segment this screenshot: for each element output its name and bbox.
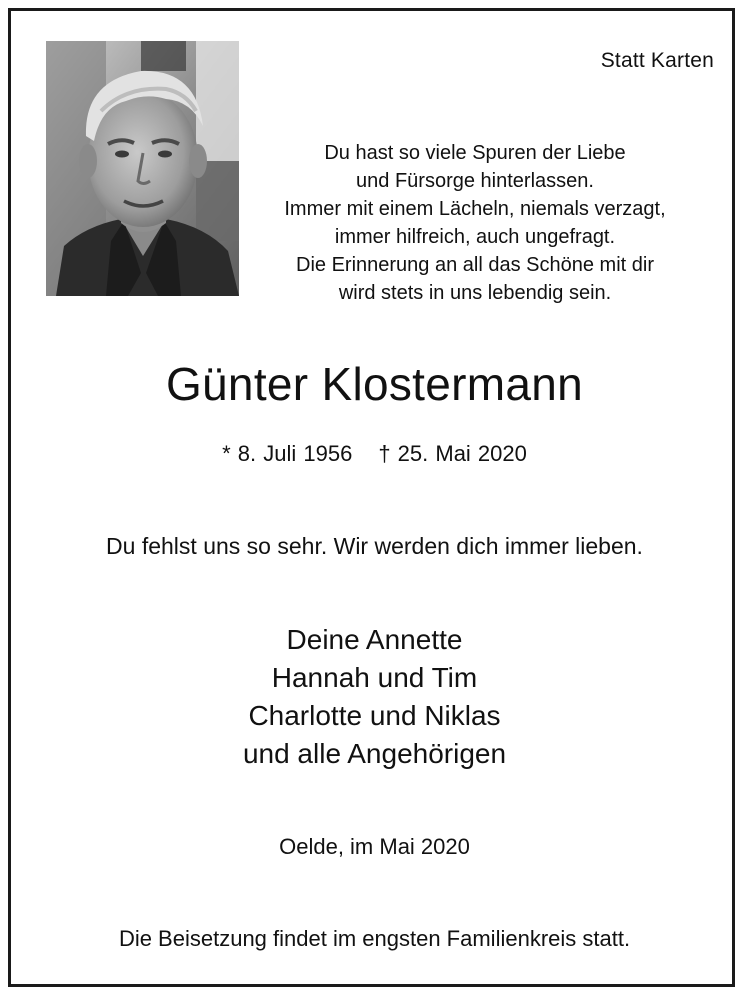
birth-date: * 8. Juli 1956 bbox=[222, 441, 353, 466]
portrait-illustration bbox=[46, 41, 239, 296]
portrait-photo-icon bbox=[46, 41, 239, 296]
poem-line: Du hast so viele Spuren der Liebe bbox=[324, 142, 626, 164]
poem-line: Die Erinnerung an all das Schöne mit dir bbox=[296, 254, 654, 276]
poem-line: immer hilfreich, auch ungefragt. bbox=[334, 226, 616, 248]
mourner-line: Deine Annette bbox=[286, 624, 463, 655]
poem-line: wird stets in uns lebendig sein. bbox=[338, 282, 612, 304]
place-and-date: Oelde, im Mai 2020 bbox=[279, 834, 470, 859]
mourners-list bbox=[0, 621, 749, 773]
poem-line: Immer mit einem Lächeln, niemals verzagt, bbox=[284, 198, 666, 220]
poem-line: und Fürsorge hinterlassen. bbox=[356, 170, 594, 192]
mourner-line: und alle Angehörigen bbox=[242, 738, 507, 769]
memorial-poem bbox=[250, 139, 700, 307]
memorial-motto: Du fehlst uns so sehr. Wir werden dich immer lieben. bbox=[106, 533, 643, 559]
burial-note: Die Beisetzung findet im engsten Familienkreis statt. bbox=[118, 926, 631, 951]
life-dates bbox=[0, 441, 749, 467]
mourner-line: Charlotte und Niklas bbox=[248, 700, 501, 731]
death-date: † 25. Mai 2020 bbox=[378, 441, 527, 466]
deceased-name: Günter Klostermann bbox=[165, 358, 584, 410]
statt-karten-note: Statt Karten bbox=[600, 49, 714, 72]
mourner-line: Hannah und Tim bbox=[271, 662, 478, 693]
